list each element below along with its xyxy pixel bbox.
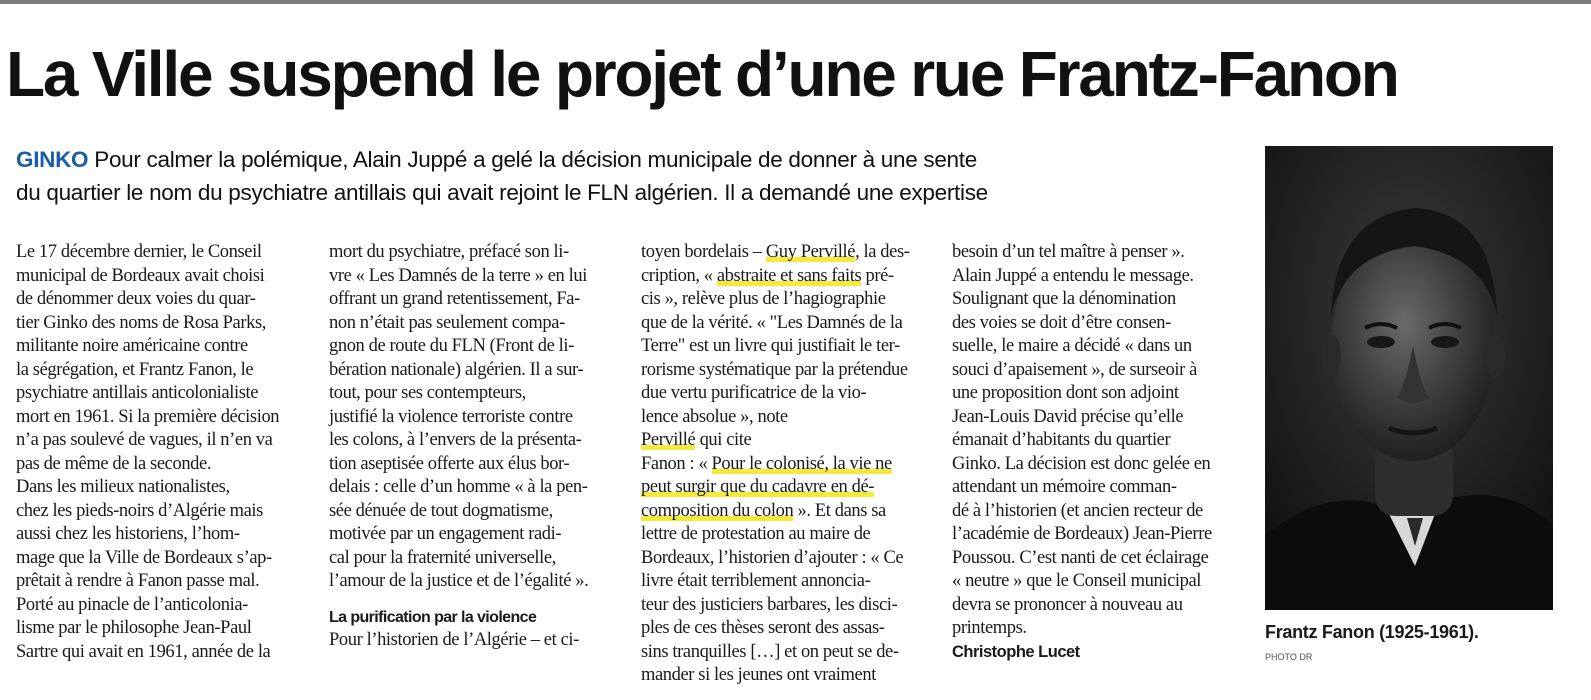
text-run: , la des-: [855, 242, 910, 262]
article-column-2: [329, 241, 619, 653]
text-run: qui cite: [695, 430, 752, 450]
article-line: dé à l’historien (et ancien recteur de: [952, 500, 1203, 521]
article-line: prêtait à rendre à Fanon passe mal.: [16, 571, 260, 591]
article-line: devra se prononcer à nouveau au: [952, 594, 1183, 615]
article-line: émanait d’habitants du quartier: [952, 430, 1171, 450]
article-line: mort du psychiatre, préfacé son li-: [329, 242, 569, 262]
article-line: Pour l’historien de l’Algérie – et ci-: [329, 630, 579, 650]
deck-line-2: du quartier le nom du psychiatre antillais qui avait rejoint le FLN algérien. Il a demandé une expertise: [16, 180, 988, 205]
article-line: Le 17 décembre dernier, le Conseil: [16, 242, 262, 262]
article-line: de dénommer deux voies du quar-: [16, 289, 256, 309]
article-line: une proposition dont son adjoint: [952, 383, 1179, 403]
article-line: n’a pas soulevé de vagues, il n’en va: [16, 430, 273, 450]
kicker: GINKO: [16, 147, 89, 172]
headline: La Ville suspend le projet d’une rue Frantz-Fanon: [6, 38, 1398, 110]
article-line: cis », relève plus de l’hagiographie: [641, 289, 886, 309]
article-line: teur des justiciers barbares, les disci-: [641, 594, 898, 615]
article-line: [641, 265, 931, 289]
article-line: delais : celle d’un homme « à la pen-: [329, 477, 588, 497]
column-3-body: [641, 288, 931, 429]
article-line: aussi chez les historiens, l’hom-: [16, 524, 240, 544]
article-line: Bordeaux, l’historien d’ajouter : « Ce: [641, 547, 904, 568]
article-line: Sartre qui avait en 1961, année de la: [16, 641, 271, 662]
article-line: Porté au pinacle de l’anticolonia-: [16, 594, 248, 615]
article-line: souci d’apaisement », de surseoir à: [952, 359, 1197, 380]
article-line: attendant un mémoire comman-: [952, 477, 1177, 497]
article-line: chez les pieds-noirs d’Algérie mais: [16, 500, 263, 521]
article-line: suelle, le maire a décidé « dans un: [952, 336, 1192, 356]
article-line: gnon de route du FLN (Front de li-: [329, 336, 574, 356]
article-line: Soulignant que la dénomination: [952, 289, 1176, 309]
deck-line-1: [16, 143, 1246, 176]
text-run: pré-: [861, 265, 894, 286]
article-line: ples de ces thèses seront des assas-: [641, 618, 885, 638]
byline: Christophe Lucet: [952, 642, 1080, 661]
highlighted-text: composition du colon: [641, 500, 794, 521]
text-run: toyen bordelais –: [641, 242, 766, 262]
article-line: « neutre » que le Conseil municipal: [952, 571, 1202, 591]
article-line: Dans les milieux nationalistes,: [16, 477, 230, 497]
article-line: Alain Juppé a entendu le message.: [952, 265, 1194, 286]
deck-text-1: Pour calmer la polémique, Alain Juppé a gelé la décision municipale de donner à une sente: [94, 147, 977, 172]
article-line: printemps.: [952, 618, 1027, 638]
article-line: [641, 241, 931, 265]
portrait-illustration: [1265, 146, 1553, 610]
text-run: Fanon : «: [641, 453, 712, 474]
portrait-photo: [1265, 146, 1553, 610]
text-run: ». Et dans sa: [793, 500, 886, 521]
article-column-4: [952, 241, 1242, 664]
deck: [16, 143, 1246, 209]
article-line: non n’était pas seulement compa-: [329, 312, 565, 333]
article-line: mort en 1961. Si la première décision: [16, 406, 280, 427]
column-2-body: [329, 241, 619, 594]
subhead: La purification par la violence: [329, 608, 537, 626]
article-line: pas de même de la seconde.: [16, 453, 212, 474]
article-line: lence absolue », note: [641, 406, 788, 427]
article-line: [641, 453, 931, 477]
article-line: justifié la violence terroriste contre: [329, 406, 573, 427]
article-line: cal pour la fraternité universelle,: [329, 547, 556, 568]
article-line: l’amour de la justice et de l’égalité ».: [329, 571, 589, 591]
article-line: l’académie de Bordeaux) Jean-Pierre: [952, 524, 1212, 544]
column-4-body: [952, 241, 1242, 641]
article-line: mage que la Ville de Bordeaux s’ap-: [16, 547, 272, 568]
article-line: livre était terriblement annoncia-: [641, 571, 871, 591]
highlighted-text: Pervillé: [641, 430, 696, 450]
article-line: lisme par le philosophe Jean-Paul: [16, 618, 252, 638]
article-line: Ginko. La décision est donc gelée en: [952, 453, 1211, 474]
article-line: que de la vérité. « "Les Damnés de la: [641, 312, 903, 333]
article-line: municipal de Bordeaux avait choisi: [16, 265, 265, 286]
article-line: tout, pour ses contempteurs,: [329, 383, 526, 403]
text-run: cription, «: [641, 265, 717, 286]
photo-credit: PHOTO DR: [1265, 652, 1313, 662]
article-line: offrant un grand retentissement, Fa-: [329, 289, 580, 309]
article-line: [641, 429, 931, 453]
article-line: les colons, à l’envers de la présenta-: [329, 430, 582, 450]
article-line: la ségrégation, et Frantz Fanon, le: [16, 359, 254, 380]
article-line: sins tranquilles […] et on peut se de-: [641, 641, 899, 662]
article-line: lettre de protestation au maire de: [641, 524, 871, 544]
article-column-3: [641, 241, 931, 688]
article-line: motivée par un engagement radi-: [329, 524, 562, 544]
highlighted-text: Pour le colonisé, la vie ne: [711, 453, 892, 474]
article-line: rorisme systématique par la prétendue: [641, 359, 908, 380]
article-line: besoin d’un tel maître à penser ».: [952, 242, 1185, 262]
article-line: due vertu purificatrice de la vio-: [641, 383, 867, 403]
highlighted-text: peut surgir que du cadavre en dé-: [641, 477, 875, 497]
article-column-1: [16, 241, 306, 664]
article-line: sée dénuée de tout dogmatisme,: [329, 500, 553, 521]
highlighted-text: abstraite et sans faits: [716, 265, 862, 286]
article-line: Poussou. C’est nanti de cet éclairage: [952, 547, 1209, 568]
article-line: tion aseptisée offerte aux élus bor-: [329, 453, 570, 474]
article-line: Jean-Louis David précise qu’elle: [952, 406, 1184, 427]
photo-caption: Frantz Fanon (1925-1961).: [1265, 622, 1479, 642]
article-line: psychiatre antillais anticolonialiste: [16, 383, 259, 403]
article-line: [641, 476, 931, 500]
highlighted-text: Guy Pervillé: [765, 242, 856, 262]
article-line: bération nationale) algérien. Il a sur-: [329, 359, 584, 380]
column-3-body-end: [641, 523, 931, 688]
article-line: militante noire américaine contre: [16, 336, 248, 356]
article-line: Terre" est un livre qui justifiait le ter-: [641, 336, 900, 356]
article-line: des voies se doit d’être consen-: [952, 312, 1171, 333]
top-rule: [0, 0, 1591, 4]
article-line: vre « Les Damnés de la terre » en lui: [329, 265, 587, 286]
article-line: tier Ginko des noms de Rosa Parks,: [16, 312, 266, 333]
article-line: mander si les jeunes ont vraiment: [641, 665, 876, 685]
article-line: [641, 500, 931, 524]
